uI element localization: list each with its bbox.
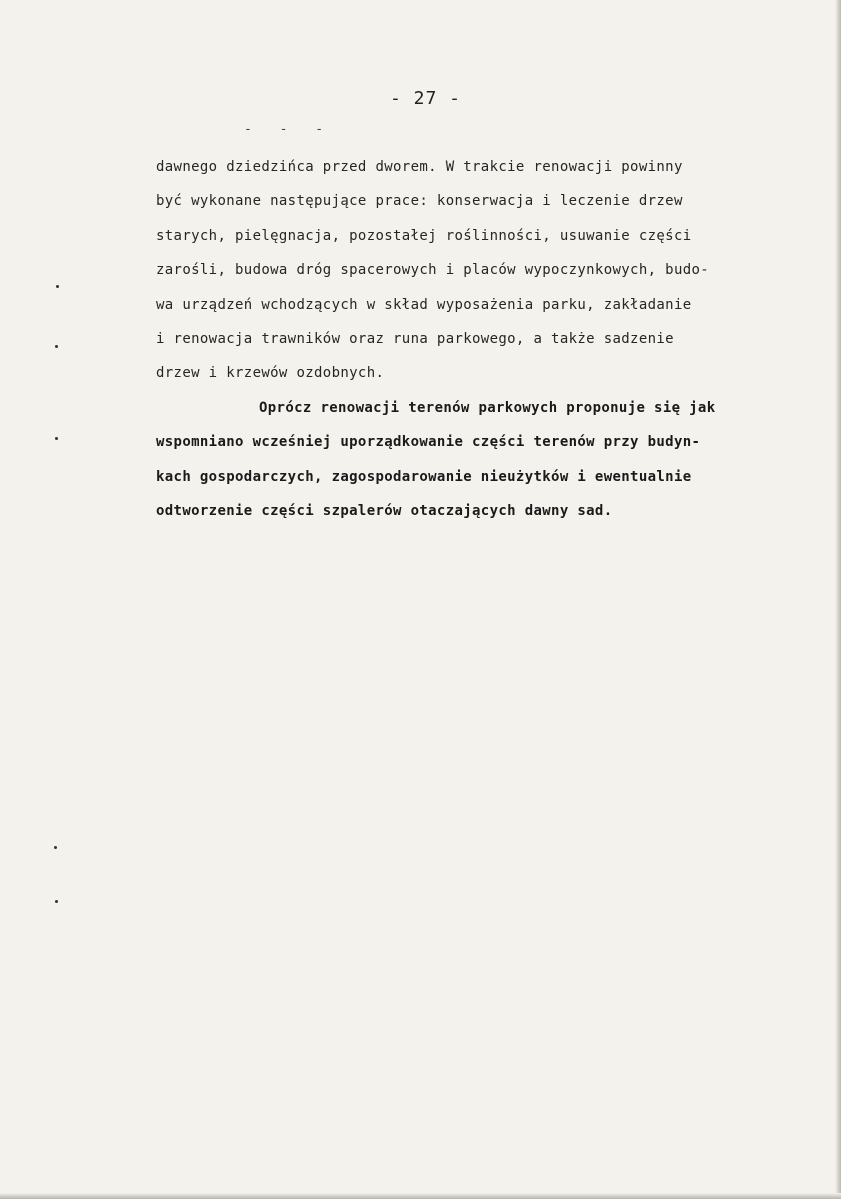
paragraph-2 xyxy=(156,391,796,529)
paragraph-1 xyxy=(156,150,796,391)
text-line: Oprócz renowacji terenów parkowych proponuje się jak xyxy=(259,399,716,416)
page-edge-shadow-right xyxy=(835,0,841,1199)
ditto-marks: - - - xyxy=(244,122,334,137)
text-line: być wykonane następujące prace: konserwacja i leczenie drzew xyxy=(156,193,683,210)
text-line: wspomniano wcześniej uporządkowanie części terenów przy budyn- xyxy=(156,434,701,451)
text-line: zarośli, budowa dróg spacerowych i placów wypoczynkowych, budo- xyxy=(156,262,710,279)
page-edge-shadow-bottom xyxy=(0,1193,841,1199)
text-line: dawnego dziedzińca przed dworem. W trakcie renowacji powinny xyxy=(156,159,683,175)
text-line: starych, pielęgnacja, pozostałej roślinności, usuwanie części xyxy=(156,227,692,244)
margin-dot xyxy=(55,437,58,440)
margin-dot xyxy=(55,345,58,348)
text-line: drzew i krzewów ozdobnych. xyxy=(156,365,385,382)
text-line: i renowacja trawników oraz runa parkowego, a także sadzenie xyxy=(156,330,674,347)
body-text xyxy=(156,150,796,528)
text-line: odtworzenie części szpalerów otaczających dawny sad. xyxy=(156,502,613,519)
margin-dot xyxy=(56,285,59,288)
text-line: kach gospodarczych, zagospodarowanie nieużytków i ewentualnie xyxy=(156,468,692,485)
page-number: - 27 - xyxy=(390,88,462,109)
text-line: wa urządzeń wchodzących w skład wyposażenia parku, zakładanie xyxy=(156,296,692,313)
margin-dot xyxy=(54,846,57,849)
margin-dot xyxy=(55,900,58,903)
